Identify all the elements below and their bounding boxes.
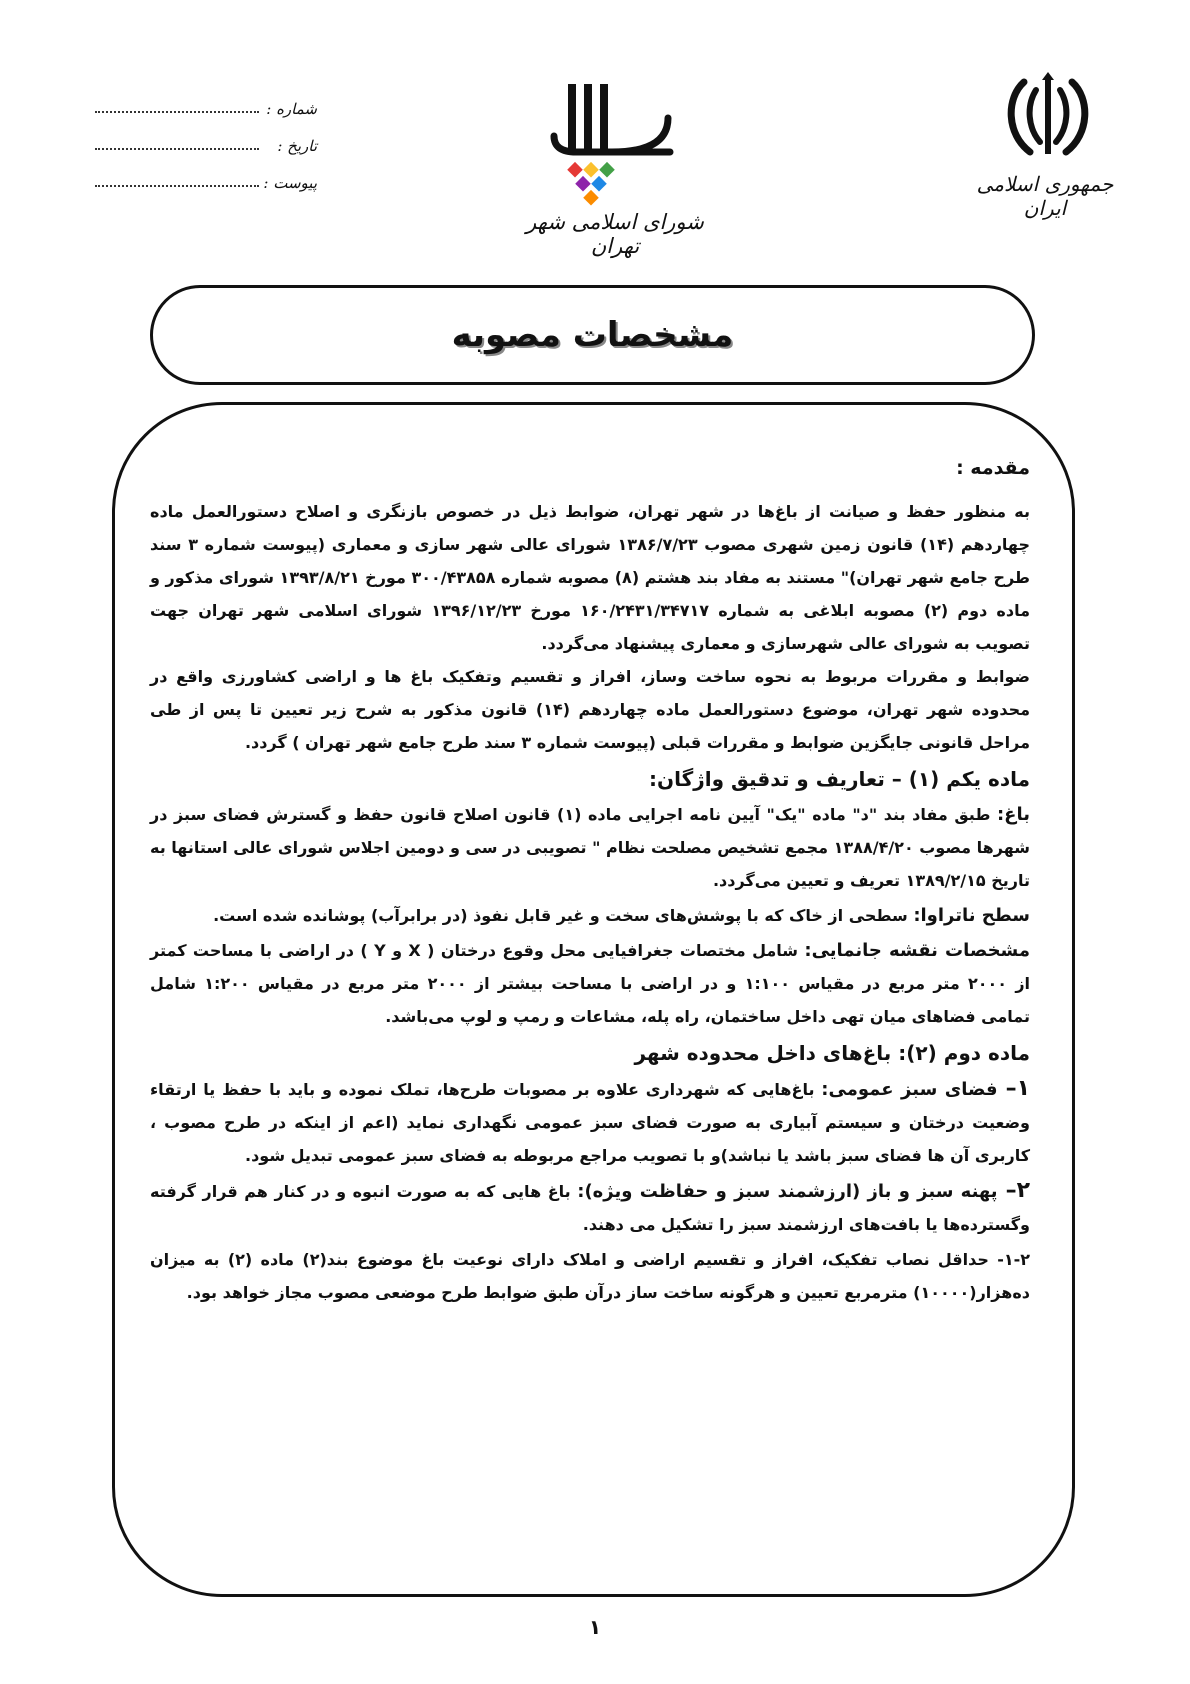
attachment-dotted-line [95,183,259,187]
item-number: ۱– [1005,1076,1031,1101]
intro-paragraph-2: ضوابط و مقررات مربوط به نحوه ساخت وساز، افراز و تقسیم وتفکیک باغ ها و اراضی کشاورزی واقع در محدوده شهر تهران، موضوع دستورالعمل ماده چهاردهم (۱۴) قانون مذکور به شرح زیر تعیین تا پس از طی مراحل قانونی جایگزین ضوابط و مقررات قبلی (پیوست شماره ۳ سند طرح جامع شهر تهران ) گردد. [150,667,1031,752]
definition-text: طبق مفاد بند "د" ماده "یک" آیین نامه اجرایی ماده (۱) قانون اصلاح قانون حفظ و گسترش فضای سبز در شهرها مصوب ۱۳۸۸/۴/۲۰ مجمع تشخیص مصلحت نظام " تصویبی در سی و دومین اجلاس شورای عالی استانها به تاریخ ۱۳۸۹/۲/۱۵ تعریف و تعیین می‌گردد. [150,805,1030,890]
number-field [95,94,317,118]
article-2-item-2 [150,1174,1030,1241]
tehran-council-logo [548,78,676,206]
definition-term: باغ: [996,804,1030,825]
number-label: شماره : [266,100,317,118]
title-box [150,285,1035,385]
item-text: باغ هایی که به صورت انبوه و در کنار هم قرار گرفته وگسترده‌ها یا بافت‌های ارزشمند سبز را تشکیل می دهند. [150,1182,1030,1234]
date-field [95,131,317,155]
intro-paragraph-1: به منظور حفظ و صیانت از باغ‌ها در شهر تهران، ضوابط ذیل در خصوص بازنگری و اصلاح دستورالعمل ماده چهاردهم (۱۴) قانون زمین شهری مصوب ۱۳۸۶/۷/۲۳ شورای عالی شهر سازی و معماری (پیوست شماره ۳ سند طرح جامع شهر تهران)" مستند به مفاد بند هشتم (۸) مصوبه شماره ۳۰۰/۴۳۸۵۸ مورخ ۱۳۹۳/۸/۲۱ شورای مذکور و ماده دوم (۲) مصوبه ابلاغی به شماره ۱۶۰/۲۴۳۱/۳۴۷۱۷ مورخ ۱۳۹۶/۱۲/۲۳ شورای اسلامی شهر تهران جهت تصویب به شورای عالی شهرسازی و معماری پیشنهاد می‌گردد. [150,502,1031,653]
article-2-heading: ماده دوم (۲): باغ‌های داخل محدوده شهر [634,1041,1030,1065]
article-2-item-1 [150,1072,1030,1172]
date-label: تاریخ : [277,137,317,155]
date-dotted-line [95,146,259,150]
iran-emblem-logo [1000,72,1096,162]
attachment-label: پیوست : [263,174,317,192]
page-number: ۱ [588,1615,602,1639]
council-name: شورای اسلامی شهر تهران [526,210,704,258]
definition-term: مشخصات نقشه جانمایی: [804,940,1031,961]
definition-impervious-surface [150,899,1030,932]
item-text: باغ‌هایی که شهرداری علاوه بر مصوبات طرح‌ها، تملک نموده و باید با حفظ یا ارتقاء وضعیت درختان و سیستم آبیاری به صورت فضای سبز عمومی نگهداری نماید (اعم از اینکه در طرح مصوب ، کاربری آن ها فضای سبز باشد یا نباشد)و با تصویب مراجع مربوطه به فضای سبز عمومی تبدیل شود. [150,1080,1030,1165]
item-number: ۲– [1005,1178,1030,1203]
definition-garden [150,798,1030,897]
definition-location-map [150,934,1030,1033]
number-dotted-line [95,109,259,113]
article-2-clause-2-1: ۱-۲- حداقل نصاب تفکیک، افراز و تقسیم اراضی و املاک دارای نوعیت باغ موضوع بند(۲) ماده (۲) به میزان ده‌هزار(۱۰۰۰۰) مترمربع تعیین و هرگونه ساخت ساز درآن طبق ضوابط طرح موضعی مصوب مجاز خواهد بود. [150,1250,1031,1302]
item-term: فضای سبز عمومی: [821,1079,998,1100]
definition-text: شامل مختصات جغرافیایی محل وقوع درختان ( X و Y ) در اراضی با مساحت کمتر از ۲۰۰۰ متر مربع در مقیاس ۱:۱۰۰ و در اراضی با مساحت بیشتر از ۲۰۰۰ متر مربع در مقیاس ۱:۲۰۰ شامل تمامی فضاهای میان تهی داخل ساختمان، راه پله، مشاعات و رمپ و لوپ می‌باشد. [150,941,1031,1026]
definition-text: سطحی از خاک که با پوشش‌های سخت و غیر قابل نفوذ (در برابرآب) پوشانده شده است. [213,906,914,925]
intro-heading: مقدمه : [956,457,1030,479]
definition-term: سطح ناتراوا: [913,905,1030,926]
republic-name: جمهوری اسلامی ایران [976,172,1114,220]
document-content [150,452,1030,1309]
item-term: پهنه سبز و باز (ارزشمند سبز و حفاظت ویژه): [577,1181,998,1202]
article-1-heading: ماده یکم (۱) – تعاریف و تدقیق واژگان: [649,767,1030,791]
attachment-field [95,168,317,192]
page-title: مشخصات مصوبه [451,315,734,355]
